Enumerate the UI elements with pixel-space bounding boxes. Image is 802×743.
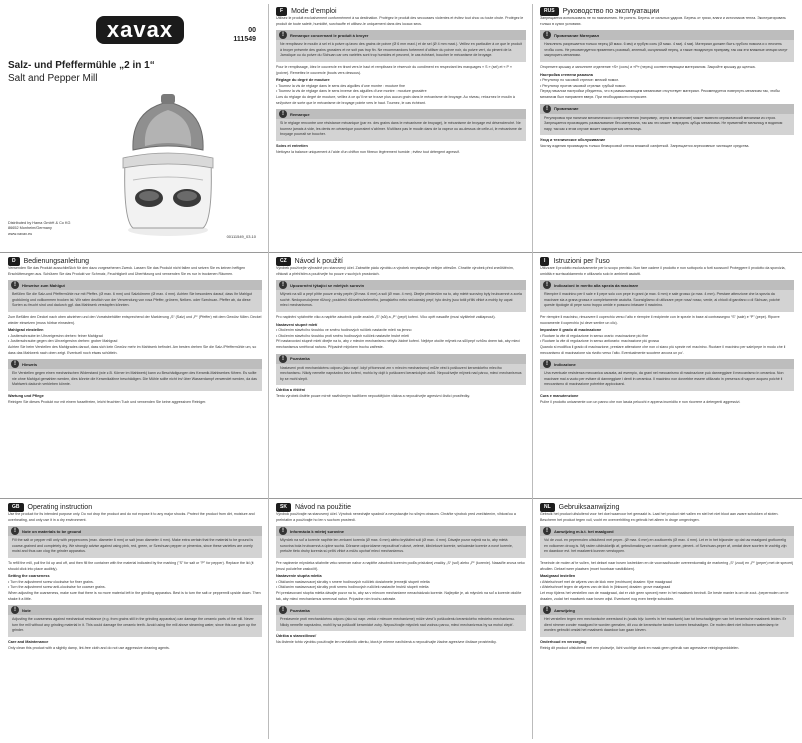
language-code: RUS <box>540 7 559 16</box>
subheading-setting: Nastavení stupně mletí <box>276 322 318 327</box>
note-box <box>276 605 526 631</box>
setting-text: • Регулятор по часовой стрелке: мелкий помол. • Регулятор против часовой стрелки: грубый помол. Перед началом настройки убедитесь, что в размалывающем механизме отсутствует материал. Рекомендуется повернуть механизм так, чтобы механизм был направлен вверх. При необходимости потрясите. <box>540 78 780 99</box>
note-box <box>276 354 526 386</box>
note-text: Mlynček na soľ a korenie naplňte len zrnkami korenia (Ø max. 6 mm) alebo kryštálmi soli (Ø max. 4 mm). Dávajte pozor najmä na to, aby mletá surovina bola hrubozrnná a úplne suchá. Dôrazne odporúčame nepoužívať ružové, zelené, klinčekové korenie, sečuánske korenie a nové korenie, pretože tieto druhy korenia sú príliš vlhké a môžu upchať mlecí mechanizmus. <box>280 538 513 554</box>
note-text: Ne remplissez le moulin à sel et à poivre qu’avec des grains de poivre (Ø 6 mm maxi.) et de sel (Ø 4 mm maxi.). Veillez en particulier à ce que le produit à broyer présente des grains grossiers et ne soit pas trop fin. Ne recommandons fortement d’utiliser du poivre noir, du poivre vert, du piment de la Jamaïque ou du poivre du Sichuan car ces variétés sont trop humides et peuvent, le cas échéant, boucher le mécanisme de broyage. <box>280 42 522 58</box>
intro-text: Запрещается использовать не по назначению. Не ронять. Беречь от сильных ударов. Беречь от грязи, влаги и источников тепла. Эксплуатировать только в сухих условиях. <box>540 16 786 26</box>
language-code: NL <box>540 503 555 512</box>
care-text: Tento výrobek čistěte pouze mírně navlhčeným hadříkem nepouštějícím vlákna a nepoužívejte agresivní čisticí prostředky. <box>276 393 471 398</box>
note-box <box>8 605 262 637</box>
intro-text: Výrobok používajte na stanovený účel. Výrobok nenechajte spadnúť a nevystavujte ho silným otrasom. Chráňte výrobok pred znečistením, vlhkosťou a prehriatím a používajte ho len v suchom prostredí. <box>276 512 516 522</box>
subheading-setting: Настройка степени размола <box>540 72 593 77</box>
row-divider-2 <box>0 498 802 499</box>
column-divider-2 <box>532 4 533 739</box>
note-box <box>8 359 262 391</box>
note-text: Prestavenie proti mechanickému odporu (ako sú napr. zrnká v mlecom mechanizme) môže viesť k poškodeniu keramického mlecieho mechanizmu. Nikdy nemeľte naprázdno, mohli by sa poškodiť keramické zuby. Nepoužívajte mlynček nad vodnou parou, mlecí mechanizmus by sa mohol zlepiť. <box>280 617 515 627</box>
care-text: Чистку изделия производить только безворсовой слегка влажной салфеткой. Запрещается агрессивные чистящие средства. <box>540 143 750 148</box>
care-text: Reinigen Sie dieses Produkt nur mit einem fusselfreien, leicht feuchten Tuch und verwenden Sie keine aggressiven Reiniger. <box>8 399 207 404</box>
care-text: Pulire il prodotto unicamente con un panno che non lascia pelucchi e appena inumidito e non ricorrere a detergenti aggressivi. <box>540 399 741 404</box>
care-text: Nettoyez la balance uniquement à l’aide d’un chiffon non fibreux légèrement humide ; évitez tout détergent agressif. <box>276 149 460 154</box>
warning-icon: ! <box>279 527 287 535</box>
note-title: Aanwijzing <box>554 607 575 613</box>
warning-icon: ! <box>11 606 19 614</box>
note-box <box>276 109 526 141</box>
note-box-material <box>276 280 526 312</box>
refill-text: Per riempire il macinino, rimuovere il coperchio verso l’alto e riempire il recipiente con le spezie in base al contrassegno “S” (sale) e “P” (pepe). Riporre nuovamente il coperchio (si deve sentire un clic). <box>540 314 780 325</box>
note-text: Vul de zout- en pepermolen uitsluitend met peper- (Ø max. 6 mm) en zoutkorrels (Ø max. 4 mm). Let er in het bijzonder op dat uw maalgoed grofkorrelig en volkomen droog is. Wij raden uitdrukkelijk af, gebruikmaking van roze/rode, groene, piment- of Szechuan-peper af, omdat deze soorten te vochtig zijn en daardoor evt. het maalwerk kunnen verstoppen. <box>544 538 787 554</box>
note-text: Befüllen Sie die Salz-und Pfeffermühle nur mit Pfeffer- (Ø max. 6 mm) und Salzkörnern (Ø max. 4 mm). Achten Sie besonders darauf, dass Ihr Mahlgut grobkörnig und vollkommen trocken ist. Wir raten deutlich von der Verwendung von rosa Pfeffer, grünem, Nelken- oder Szechuan- Pfeffer ab, da diese Sorten zu feucht sind und dadurch ggf. das Mahlwerk verstopfen könnten. <box>12 292 252 308</box>
setting-text: • Otáčaním nastavovacej skrutky v smere hodinových ručičiek dosiahnete jemnejší stupeň mletia • Otáčaním nastavovacej skrutky proti smeru hodinových ručičiek nastavíte hrubší stupeň mletia Pri prestavovaní stupňa mletia dávajte pozor na to, aby sa v mlecom mechanizme nenachádzalo korenie. Najlepšie je, ak mlynček na soľ a korenie otočíte tak, aby mlecí mechanizmus smeroval nahor. Prípadne ním trochu zatraste. <box>276 579 522 601</box>
subheading-care: Údržba a starostlivosť <box>276 634 317 639</box>
note-title: Примечание <box>554 106 579 112</box>
brand-name: xavax <box>106 17 174 42</box>
subheading-care: Wartung und Pflege <box>8 393 44 398</box>
warning-icon: ! <box>543 105 551 113</box>
language-code: I <box>540 257 549 266</box>
warning-icon: ! <box>279 31 287 39</box>
setting-text: • Justierschraube im Uhrzeigersinn drehen: feiner Mahlgrad • Justierschraube gegen den Uhrzeigersinn drehen: grober Mahlgrad Achten Sie beim Verstellen des Mahlgrades darauf, dass sich kein Gewürz mehr im Mahlwerk befindet. Am besten drehen Sie die Salz-/Pfeffermühle um, so dass das Mahlwerk nach oben zeigt. Eventuell noch etwas schütteln. <box>8 333 257 355</box>
subheading-setting: Nastavenie stupňa mletia <box>276 574 322 579</box>
subheading-setting: Réglage du degré de mouture <box>276 78 330 83</box>
note-box-material <box>540 30 794 62</box>
subheading-setting: Setting the coarseness <box>8 574 50 579</box>
distributor-info: Distributed by Hama GmbH & Co KG 86652 Monheim/Germany www.xavax.eu <box>8 221 71 236</box>
note-title: Remarque <box>290 111 310 117</box>
note-box-material <box>276 30 526 62</box>
note-title: Informácia k mletej surovine <box>290 528 345 534</box>
refill-text: Teneinde de molen af te vullen, het deksel naar boven lostrekken en de voorraadhouder overeenkomstig de markering „S“ (zout) en „P“ (peper) met de specerij afvullen. Deksel weer plaatsen (moet hoorbaar vastklikken). <box>540 560 793 571</box>
language-code: CZ <box>276 257 291 266</box>
note-title: Note on materials to be ground <box>22 528 82 534</box>
warning-icon: ! <box>543 281 551 289</box>
note-text: Het verstellen tegen een mechanische weerstand in (zoals bijv. korrels in het maalwerk) kan tot beschadigingen van het keramische maalwerk leiden. Er dient nimmer zonder maalgoed te worden gemalen, dit zou de keramische tanden kunnen beschadigen. De molen dient niet in/boven waterdamp te worden gebruikt omdat het maalwerk daardoor kan gaan kleven. <box>544 617 787 633</box>
language-code: GB <box>8 503 24 512</box>
subheading-care: Уход и техническое обслуживание <box>540 138 606 143</box>
setting-text: • Turn the adjustment screw clockwise for finer grains. • Turn the adjustment screw anti-clockwise for coarser grains. When adjusting the coarseness, make sure that there is no more material left in the grinding apparatus. Best is to turn the salt or peppermill upside down. Then shake it a little. <box>8 579 261 601</box>
item-number <box>233 26 256 44</box>
section-title: Gebruiksaanwijzing <box>558 503 620 511</box>
note-text: Mlýnek na sůl a pepř plňte pouze zrnky pepře (Ø max. 6 mm) a soli (Ø max. 4 mm). Dbejte především na to, aby mleté suroviny byly hrubozrnné a zcela suché. Nedoporučujeme růžový, poukleslí růžového/zeleného, jamajského nebo sečuánský pepř, tyto druhy jsou totiž příliš vlhké a mohly by ucpat mlecí mechanismus. <box>280 292 522 308</box>
section-title: Mode d’emploi <box>291 7 337 15</box>
language-code: F <box>276 7 287 16</box>
warning-icon: ! <box>279 110 287 118</box>
note-box <box>540 605 794 637</box>
section-sk <box>276 502 526 646</box>
section-cz <box>276 256 526 400</box>
note-text: Una eventuale resistenza meccanica causata, ad esempio, da grani nel meccanismo di macinazione può danneggiare il meccanismo in ceramica. Non macinare mai a vuoto per evitare di danneggiare i denti in ceramica. Il macinino non dovrebbe essere utilizzato in presenza di vapore acqueo poiché il meccanismo di macinazione potrebbe appiccicarsi. <box>544 371 784 387</box>
section-title: Operating instruction <box>27 503 93 511</box>
note-box-material <box>8 280 262 312</box>
note-text: Si le réglage rencontre une résistance mécanique (par ex. des grains dans le mécanisme de broyage), le mécanisme de broyage est désenclenché. Ne tournez jamais à vide, les dents en céramique pourraient s’abîmer. N’utilisez pas le moulin dans de la vapeur ou au-dessus de celle-ci, le mécanisme de broyage pourrait se boucher. <box>280 121 522 137</box>
warning-icon: ! <box>11 527 19 535</box>
intro-text: Gebruik het product uitsluitend voor het doel waarvoor het gemaakt is. Laat het product niet vallen en stel het niet bloot aan zware schokken of stoten. Bescherm het product tegen vuil, vocht en oververhitting en gebruik het alleen in droge omgevingen. <box>540 512 779 522</box>
document-code: 00111549_03.10 <box>226 234 256 239</box>
note-box <box>540 359 794 391</box>
intro-text: Use the product for its intended purpose only. Do not drop the product and do not expose it to any major shocks. Protect the product from dirt, moisture and overheating, and only use it in a dry environment. <box>8 512 255 522</box>
note-title: Hinweise zum Mahlgut <box>22 282 65 288</box>
note-box-material <box>8 526 262 558</box>
section-fr <box>276 6 526 155</box>
product-title-de: Salz- und Pfeffermühle „2 in 1“ <box>8 60 155 71</box>
section-ru <box>540 6 794 150</box>
note-text: Ein Verstellen gegen einen mechanischen Widerstand (wie z.B. Körner im Mahlwerk) kann zu Beschädigungen des Keramik-Mahlwerkes führen. Es sollte nie ohne Mahlgut gemahlen werden, dies könnte die Keramikzähne beschädigen. Die Mühle sollte nicht im/ über Wasserdampf verwendet werden, da das Mahlwerk dadurch verkleben könnte. <box>12 371 257 387</box>
section-gb <box>8 502 262 651</box>
subheading-care: Soins et entretien <box>276 143 308 148</box>
warning-icon: ! <box>11 360 19 368</box>
setting-text: • Ruotare la vite di regolazione in senso orario: macinazione più fine • Ruotare la vite di regolazione in senso antiorario: macinazione più grossa Quando si modifica il grado di macinazione, prestare attenzione che non ci siano più spezie nel macinino. Ruotare il macinino per sale/pepe in modo che il meccanismo di macinazione sia rivolto verso l’alto. Eventualmente scuotere ancora un po’. <box>540 333 786 355</box>
subheading-care: Cura e manutenzione <box>540 393 579 398</box>
note-text: Nastavení proti mechanickému odporu (jako např. kdyř přítomnost zrn v mlecím mechanismu) může vést k poškození keramického mlecího mechanismu. Nikdy nemelte naprázdno bez koření, mohlo by dojít k poškození keramických zubů. Nepoužívejte mlýnek nad párou, mlecí mechanismus by se mohl slepit. <box>280 365 522 381</box>
item-number-prefix: 00 <box>248 27 256 34</box>
brand-logo <box>96 16 184 44</box>
warning-icon: ! <box>279 606 287 614</box>
refill-text: Pour le remplissage, ôtez le couvercle en tirant vers le haut et remplissez le réservoir du condiment en respectant les marquages « S » (sel) et « P » (poivre). Remettez le couvercle (bouts vers dessous). <box>276 64 512 75</box>
note-title: Note <box>22 607 31 613</box>
note-box-material <box>276 526 526 558</box>
subheading-care: Onderhoud en verzorging <box>540 639 587 644</box>
section-nl <box>540 502 794 651</box>
section-de <box>8 256 262 405</box>
note-box-material <box>540 280 794 312</box>
subheading-care: Care and Maintenance <box>8 639 49 644</box>
intro-text: Verwenden Sie das Produkt ausschließlich für den dazu vorgesehenen Zweck. Lassen Sie das Produkt nicht fallen und setzen Sie es keinen heftigen Erschütterungen aus. Schützen Sie das Produkt vor Schmutz, Feuchtigkeit und Überhitzung und verwenden Sie es nur in trockenen Räumen. <box>8 266 246 276</box>
section-title: Návod k použití <box>294 257 343 265</box>
intro-text: Utilizzare il prodotto esclusivamente per lo scopo previsto. Non fare cadere il prodotto e non sottoporlo a forti scossoni! Proteggere il prodotto da sporcizia, umidità e surriscaldamento e utilizzarlo solo in ambienti asciutti. <box>540 266 786 276</box>
refill-text: Pro naplnění vytáhněte víko a naplňte zásobník podle značek „S“ (sůl) a „P“ (pepř) koření. Víko opět nasaďte (musí slyšitelně zaklapnout). <box>276 314 496 319</box>
refill-text: Zum Befüllen den Deckel nach oben abziehen und den Vorratsbehälter entsprechend der Markierung „S“ (Salz) und „P“ (Pfeffer) mit dem Gewürz füllen. Deckel wieder einsetzen (muss hörbar einrasten). <box>8 314 262 325</box>
warning-icon: ! <box>279 355 287 363</box>
section-title: Istruzioni per l’uso <box>553 257 610 265</box>
note-text: Adjusting the coarseness against mechanical resistance (e.g. from grains still in the grinding apparatus) can damage the ceramic parts of the mill. Never turn the mill without any grinding material in it. This could damage the ceramic teeth. Avoid using the mill above steaming water, since this can gum up the grinder. <box>12 617 257 633</box>
item-number-value: 111549 <box>233 36 256 43</box>
note-title: Примечание Материал <box>554 32 600 38</box>
subheading-care: Údržba a čištění <box>276 388 306 393</box>
setting-text: • Otočením stavěcího šroubku ve směru hodinových ručiček nastavíte mletí na jemno • Otočením stavěcího šroubku proti směru hodinových ručiček nastavíte hrubé mletí Při nastavování stupně mletí dbejte na to, aby v mlecím mechanismu nebylo žádné koření. Nejlépe otočte mlýnek na sůl/pepř vzhůru dnem tak, aby mlecí mechanismus směřoval nahoru. Případně mlýnkem trochu zatřeste. <box>276 328 521 349</box>
note-title: Poznámka <box>290 607 310 613</box>
column-divider-1 <box>268 4 269 739</box>
refill-text: To refill the mill, pull the lid up and off, and then fill the container with the material indicated by the marking ("S" for salt or "P" for pepper). Replace the lid (it should click into place audibly). <box>8 560 254 571</box>
subheading-setting: Maalgraad instellen <box>540 574 576 579</box>
refill-text: Открепите крышку и заполните отделение «S» (соль) и «Р» (перец) соответствующим материалом. Закройте крышку до щелчка. <box>540 64 756 69</box>
cover-panel <box>8 6 260 251</box>
note-title: Aanwijzing m.b.t. het maalgoed <box>554 528 614 534</box>
product-title-en: Salt and Pepper Mill <box>8 73 98 84</box>
note-title: Upozornění týkající se mletých surovin <box>290 282 365 288</box>
note-title: Indicazioni in merito alla spezia da macinare <box>554 282 639 288</box>
warning-icon: ! <box>11 281 19 289</box>
note-title: Remarque concernant le produit à broyer <box>290 32 369 38</box>
note-text: Наполнять разрешается только перец (Ø макс. 6 мм) и грубую соль (Ø макс. 4 мм). 4 мм). Материал должен быть грубого помола и с неочень чтобы соль. Не рекомендуется применять розовый, зеленый, сычуанский перец, а также гвоздичную приправу, так как эти влажные специи могут закупорить механизм. <box>544 42 788 58</box>
product-image <box>103 90 233 240</box>
language-code: SK <box>276 503 291 512</box>
section-title: Návod na použitie <box>294 503 351 511</box>
note-text: Riempire il macinino per il sale e il pepe solo con pepe in grani (ø max. 6 mm) e sale grosso (ø max. 4 mm). Prestare attenzione che la spezia da macinare sia a grana grossa e completamente asciutta. Sconsigliamo di utilizzare pepe rosa/ rosso, verde, ai chiodi di garofano o di Sichuan, poiché queste tipologie di pepe sono troppo umide e possono intasare il macinino. <box>544 292 780 308</box>
subheading-setting: Impostare il grado di macinazione <box>540 328 602 333</box>
note-text: Регулировка при наличии механического сопротивления (например, зерна в механизме) может вывести керамический механизм из строя. Запрещается производить размалывание без материала, так как это может повредить зубцы механизма. Не применяйте мельницу в водяном пару, так как к этом случае может закупориться мельница. <box>544 115 783 131</box>
section-title: Bedienungsanleitung <box>23 257 90 265</box>
section-title: Руководство по эксплуатации <box>562 7 660 15</box>
care-text: Reinig dit product uitsluitend met een pluisvrije, licht vochtige doek en maak geen gebruik van agressieve reinigingsmiddelen. <box>540 645 740 650</box>
setting-text: • Afstelschroef met de wijzers van de klok mee (rechtsom) draaien: fijne maalgraad • Afstelschroef tegen de wijzers van de klok in (linksom) draaien: grove maalgraad Let erop tijdens het verstellen van de maalgraad, dat er zich geen specerij meer in het maalwerk bevindt. De beste manier is om de zout- /pepermolen om te draaien, zodat het maalwerk naar boven wijst. Eventueel nog even beetje schudden. <box>540 579 789 601</box>
warning-icon: ! <box>543 527 551 535</box>
warning-icon: ! <box>543 360 551 368</box>
note-title: Poznámka <box>290 356 310 362</box>
note-box-material <box>540 526 794 558</box>
refill-text: Pre naplnenie mlynčeka stiahnite veko smerom nahor a naplňte zásobník korením podľa príslušnej značky „S“ (soľ) alebo „P“ (korenie). Nasaďte znova veko (musí počuteľne zaskočiť). <box>276 560 525 571</box>
subheading-setting: Mahlgrad einstellen <box>8 328 44 333</box>
row-divider-1 <box>0 252 802 253</box>
warning-icon: ! <box>279 281 287 289</box>
warning-icon: ! <box>543 606 551 614</box>
care-text: Na čistenie tohto výrobku používajte len nevláknitú utierku, ktorá je mierne navlhčená a nepoužívajte žiadne agresívne čistiace prostriedky. <box>276 639 497 644</box>
setting-text: • Tournez la vis de réglage dans le sens des aiguilles d’une montre : mouture fine • Tournez la vis de réglage dans le sens inverse des aiguilles d’une montre : mouture grossière Lors du réglage du degré de mouture, veillez à ce qu’il ne se trouve plus aucun grain dans le mécanisme de broyage. Au niveau, retournez le moulin à sel/poivre de sorte que le mécanisme de broyage pointe vers le haut. Tournez, le cas échéant. <box>276 83 515 105</box>
section-it <box>540 256 794 405</box>
intro-text: Výrobek používejte výhradně pro stanovený účel. Zabraňte pádu výrobku a výrobek nevystavujte velkým otřesům. Chraňte výrobek před znečištěním, vlhkostí a přehřátím a používejte ho pouze v suchých prostorách. <box>276 266 514 276</box>
care-text: Only clean this product with a slightly damp, lint-free cloth and do not use aggressive cleaning agents. <box>8 645 170 650</box>
intro-text: Utilisez le produit exclusivement conformément à sa destination. Protégez le produit des secousses violentes et évitez tout choc ou toute chute. Protégez le produit de toute saleté, humidité, surchauffe et utilisez-le uniquement dans des locaux secs. <box>276 16 524 26</box>
language-code: D <box>8 257 20 266</box>
note-box <box>540 104 794 136</box>
note-title: Hinweis <box>22 361 38 367</box>
warning-icon: ! <box>543 31 551 39</box>
note-title: Indicazione <box>554 361 576 367</box>
note-text: Fill the salt or pepper mill only with peppercorns (max. diameter 6 mm) or salt (max diameter 4 mm). Make extra certain that the material to be ground is coarse-grained and completely dry. We strongly advise against using pink, red, green, or Szechuan pepper or pimentos, since these varieties are overly moist and thus can clog the grinder apparatus. <box>12 538 254 554</box>
